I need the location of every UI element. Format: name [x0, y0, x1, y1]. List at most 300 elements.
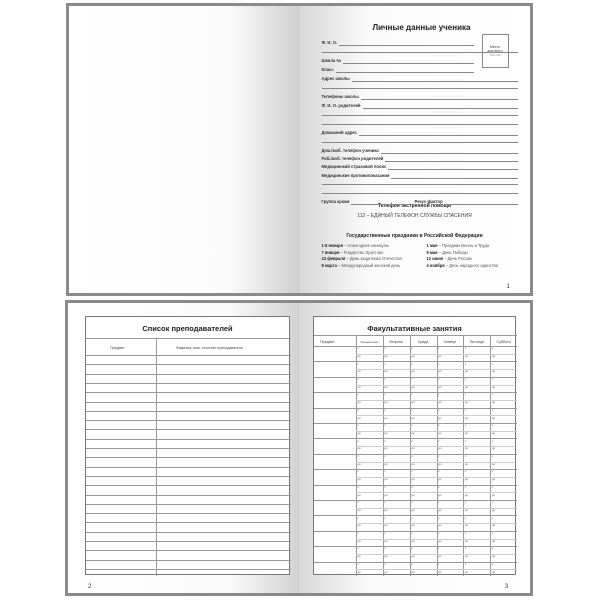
- time-to-label: до: [384, 446, 388, 451]
- time-to-label: до: [464, 415, 469, 420]
- time-from-label: с: [491, 361, 494, 366]
- table-row: [86, 467, 291, 468]
- table-row: [314, 423, 517, 424]
- electives-table: [313, 316, 516, 575]
- time-to-label: до: [438, 538, 442, 543]
- table-row: [314, 546, 517, 547]
- time-to-label: до: [438, 492, 442, 497]
- time-to-label: до: [357, 569, 361, 574]
- time-to-label: до: [411, 477, 415, 482]
- time-from-label: с: [491, 438, 494, 443]
- table-row: [86, 513, 291, 514]
- time-to-label: до: [464, 461, 469, 466]
- time-from-label: с: [384, 546, 386, 551]
- table-row: [86, 550, 291, 551]
- time-from-label: с: [384, 423, 386, 428]
- time-from-label: с: [464, 546, 467, 551]
- field-line: [363, 108, 518, 109]
- field-label: Медицинские противопоказания: [321, 173, 390, 178]
- time-to-label: до: [384, 477, 388, 482]
- time-from-label: с: [491, 515, 494, 520]
- time-from-label: с: [438, 484, 440, 489]
- page-number: 2: [88, 584, 92, 590]
- time-from-label: с: [384, 515, 386, 520]
- holiday-name: – День народного единства: [444, 262, 498, 268]
- time-from-label: с: [357, 561, 359, 566]
- time-to-label: до: [411, 415, 415, 420]
- time-to-label: до: [357, 384, 361, 389]
- table-row: [314, 408, 517, 409]
- time-to-label: до: [464, 492, 469, 497]
- time-from-label: с: [357, 454, 359, 458]
- holiday-date: 4 ноября: [426, 262, 445, 268]
- field-line: [336, 72, 474, 73]
- time-to-label: до: [384, 369, 388, 374]
- page-teachers: [68, 303, 299, 593]
- field-line: [361, 99, 518, 100]
- table-row: [86, 522, 291, 523]
- time-from-label: с: [438, 546, 440, 551]
- table-row: [86, 532, 291, 533]
- time-from-label: с: [438, 361, 440, 366]
- table-row: [314, 377, 517, 378]
- field-line: [352, 81, 518, 82]
- time-to-label: до: [491, 369, 496, 374]
- time-from-label: с: [491, 500, 494, 505]
- holiday-item: [322, 256, 402, 261]
- time-from-label: с: [491, 469, 494, 474]
- time-to-label: до: [411, 507, 415, 512]
- time-to-label: до: [384, 554, 388, 559]
- holiday-name: – День защитника Отечества: [345, 256, 402, 261]
- time-from-label: с: [384, 500, 386, 505]
- field-label: Группа крови: [321, 199, 350, 204]
- top-spread: [66, 3, 533, 296]
- time-from-label: с: [491, 346, 494, 351]
- table-row: [314, 500, 517, 501]
- time-from-label: с: [491, 454, 494, 458]
- col-header-teacher: Фамилия, имя, отчество преподавателя: [176, 346, 243, 350]
- holiday-date: 8 марта: [321, 262, 337, 268]
- time-to-label: до: [491, 461, 496, 466]
- holiday-date: 23 февраля: [321, 256, 346, 261]
- time-from-label: с: [357, 515, 359, 520]
- time-to-label: до: [384, 538, 388, 543]
- time-from-label: с: [491, 484, 494, 489]
- time-to-label: до: [438, 400, 442, 405]
- time-from-label: с: [464, 561, 467, 566]
- field-line: [322, 193, 518, 194]
- field-label: Раб./моб. телефон родителей: [321, 156, 384, 161]
- field-label: Медицинский страховой полис: [321, 164, 387, 169]
- time-to-label: до: [357, 538, 361, 543]
- holiday-item: [427, 243, 490, 248]
- field-line: [339, 45, 473, 46]
- time-to-label: до: [464, 430, 469, 435]
- time-from-label: с: [464, 515, 467, 520]
- photo-label-1: Место: [489, 45, 501, 49]
- time-to-label: до: [491, 430, 496, 435]
- time-to-label: до: [464, 369, 469, 374]
- time-to-label: до: [491, 569, 496, 574]
- field-label: Дом./моб. телефон ученика: [321, 148, 379, 153]
- col-header-subject: Предмет: [110, 346, 125, 350]
- table-rule: [314, 335, 517, 336]
- time-from-label: с: [411, 423, 413, 428]
- time-from-label: с: [357, 546, 359, 551]
- time-to-label: до: [491, 415, 496, 420]
- time-from-label: с: [384, 531, 386, 535]
- table-row: [86, 383, 291, 384]
- time-to-label: до: [411, 384, 415, 389]
- time-from-label: с: [464, 361, 467, 366]
- time-to-label: до: [384, 415, 388, 420]
- table-row: [86, 541, 291, 542]
- table-row: [314, 438, 517, 439]
- time-to-label: до: [411, 400, 415, 405]
- table-title: Факультативные занятия: [367, 324, 462, 333]
- time-to-label: до: [464, 538, 469, 543]
- time-from-label: с: [384, 438, 386, 443]
- table-row: [86, 560, 291, 561]
- time-from-label: с: [464, 392, 467, 397]
- time-to-label: до: [438, 446, 442, 451]
- holiday-item: [322, 243, 389, 248]
- table-row: [86, 439, 291, 440]
- time-to-label: до: [491, 446, 496, 451]
- time-from-label: с: [438, 423, 440, 428]
- field-label: Резус-фактор: [414, 199, 443, 204]
- time-from-label: с: [384, 392, 386, 397]
- time-from-label: с: [384, 377, 386, 381]
- table-row: [86, 392, 291, 393]
- table-row: [86, 457, 291, 458]
- time-from-label: с: [491, 546, 494, 551]
- day-header: Понедельник: [360, 340, 379, 344]
- field-line: [391, 178, 517, 179]
- time-to-label: до: [464, 400, 469, 405]
- time-from-label: с: [384, 407, 386, 412]
- time-from-label: с: [491, 423, 494, 428]
- time-to-label: до: [384, 492, 388, 497]
- time-from-label: с: [357, 484, 359, 489]
- table-row: [314, 361, 517, 362]
- time-to-label: до: [438, 369, 442, 374]
- time-to-label: до: [491, 384, 496, 389]
- time-from-label: с: [464, 377, 467, 381]
- time-from-label: с: [438, 377, 440, 381]
- time-to-label: до: [384, 400, 388, 405]
- time-from-label: с: [491, 531, 494, 535]
- time-from-label: с: [411, 561, 413, 566]
- field-line: [322, 115, 518, 116]
- time-from-label: с: [384, 484, 386, 489]
- time-to-label: до: [464, 353, 469, 358]
- holiday-item: [427, 250, 468, 255]
- day-header: Вторник: [389, 340, 403, 344]
- holiday-name: – Праздник Весны и Труда: [437, 243, 490, 248]
- time-to-label: до: [491, 492, 496, 497]
- time-to-label: до: [357, 400, 361, 405]
- time-from-label: с: [438, 407, 440, 412]
- holiday-name: – День Победы: [437, 249, 468, 255]
- holiday-date: 1-8 января: [321, 243, 343, 248]
- time-from-label: с: [357, 346, 359, 351]
- table-row: [314, 469, 517, 470]
- table-row: [314, 392, 517, 393]
- time-to-label: до: [357, 507, 361, 512]
- page-electives: [299, 303, 530, 593]
- table-row: [86, 485, 291, 486]
- time-to-label: до: [438, 569, 442, 574]
- table-row: [86, 495, 291, 496]
- table-row: [314, 562, 517, 563]
- time-to-label: до: [464, 554, 469, 559]
- holiday-date: 9 мая: [426, 249, 438, 255]
- time-to-label: до: [438, 507, 442, 512]
- time-from-label: с: [411, 531, 413, 535]
- time-to-label: до: [357, 477, 361, 482]
- time-to-label: до: [411, 446, 415, 451]
- time-from-label: с: [411, 346, 413, 351]
- field-line: [343, 63, 473, 64]
- time-to-label: до: [438, 384, 442, 389]
- time-to-label: до: [384, 430, 388, 435]
- field-line: [359, 135, 518, 136]
- time-from-label: с: [384, 469, 386, 474]
- holiday-item: [427, 256, 472, 261]
- time-from-label: с: [438, 561, 440, 566]
- day-header: Суббота: [496, 340, 511, 344]
- time-from-label: с: [384, 361, 386, 366]
- bottom-spread: [65, 300, 533, 596]
- time-to-label: до: [357, 369, 361, 374]
- time-to-label: до: [464, 523, 469, 528]
- time-to-label: до: [357, 430, 361, 435]
- emergency-title: Телефон экстренной помощи: [377, 203, 452, 209]
- table-row: [314, 346, 517, 347]
- time-to-label: до: [438, 353, 442, 358]
- time-to-label: до: [357, 461, 361, 466]
- time-to-label: до: [491, 538, 496, 543]
- field-label: Телефоны школы: [321, 94, 359, 99]
- field-line: [322, 52, 518, 53]
- time-to-label: до: [411, 554, 415, 559]
- time-from-label: с: [411, 407, 413, 412]
- time-from-label: с: [411, 377, 413, 381]
- field-label: Ф. И. О. родителей: [321, 103, 361, 108]
- time-to-label: до: [384, 569, 388, 574]
- holiday-item: [322, 250, 384, 255]
- photo-placeholder: [482, 34, 509, 68]
- table-row: [86, 411, 291, 412]
- table-row: [314, 515, 517, 516]
- time-from-label: с: [411, 454, 413, 458]
- table-title: Список преподавателей: [142, 324, 233, 333]
- time-from-label: с: [464, 531, 467, 535]
- time-to-label: до: [464, 507, 469, 512]
- table-row: [86, 569, 291, 570]
- time-from-label: с: [438, 392, 440, 397]
- field-label: Адрес школы: [321, 76, 350, 81]
- time-from-label: с: [411, 438, 413, 443]
- time-to-label: до: [464, 569, 469, 574]
- col-header-subject: Предмет: [320, 340, 335, 344]
- teachers-table: [85, 316, 290, 575]
- time-from-label: с: [384, 454, 386, 458]
- time-from-label: с: [491, 407, 494, 412]
- time-from-label: с: [357, 392, 359, 397]
- table-row: [314, 531, 517, 532]
- holiday-date: 7 января: [321, 249, 340, 255]
- time-from-label: с: [464, 469, 467, 474]
- time-from-label: с: [411, 361, 413, 366]
- time-to-label: до: [411, 430, 415, 435]
- time-from-label: с: [438, 438, 440, 443]
- holiday-name: – День России: [443, 256, 472, 261]
- time-to-label: до: [357, 353, 361, 358]
- table-row: [86, 429, 291, 430]
- table-row: [314, 454, 517, 455]
- time-from-label: с: [491, 392, 494, 397]
- time-from-label: с: [438, 469, 440, 474]
- time-from-label: с: [411, 515, 413, 520]
- time-to-label: до: [464, 384, 469, 389]
- time-to-label: до: [491, 400, 496, 405]
- page-number: 1: [506, 284, 510, 290]
- field-line: [351, 204, 409, 205]
- page-personal-data: [300, 6, 531, 293]
- time-from-label: с: [491, 561, 494, 566]
- time-to-label: до: [491, 477, 496, 482]
- time-from-label: с: [411, 500, 413, 505]
- time-from-label: с: [357, 469, 359, 474]
- time-from-label: с: [411, 392, 413, 397]
- time-to-label: до: [438, 430, 442, 435]
- time-from-label: с: [357, 423, 359, 428]
- time-to-label: до: [357, 492, 361, 497]
- holiday-name: – Рождество Христово: [339, 249, 384, 255]
- field-line: [445, 204, 518, 205]
- time-from-label: с: [464, 346, 467, 351]
- time-to-label: до: [438, 461, 442, 466]
- table-row: [86, 448, 291, 449]
- time-from-label: с: [357, 531, 359, 535]
- time-to-label: до: [411, 369, 415, 374]
- time-from-label: с: [464, 407, 467, 412]
- time-from-label: с: [464, 454, 467, 458]
- time-to-label: до: [438, 554, 442, 559]
- time-from-label: с: [438, 454, 440, 458]
- field-line: [322, 142, 518, 143]
- time-from-label: с: [357, 407, 359, 412]
- time-from-label: с: [357, 500, 359, 505]
- time-to-label: до: [384, 507, 388, 512]
- time-from-label: с: [464, 500, 467, 505]
- time-from-label: с: [411, 484, 413, 489]
- time-to-label: до: [491, 353, 496, 358]
- time-to-label: до: [411, 492, 415, 497]
- holiday-date: 12 июня: [426, 256, 444, 261]
- field-label: Домашний адрес: [321, 130, 357, 135]
- time-to-label: до: [357, 446, 361, 451]
- holiday-name: – Международный женский день: [336, 262, 401, 268]
- table-rule: [86, 338, 291, 339]
- time-from-label: с: [438, 346, 440, 351]
- time-to-label: до: [357, 554, 361, 559]
- time-from-label: с: [438, 531, 440, 535]
- time-from-label: с: [438, 500, 440, 505]
- blank-page-left: [69, 6, 300, 293]
- field-line: [322, 88, 518, 89]
- photo-label-2: для фото: [487, 49, 503, 53]
- time-to-label: до: [411, 461, 415, 466]
- time-to-label: до: [411, 538, 415, 543]
- emergency-line: 112 – ЕДИНЫЙ ТЕЛЕФОН СЛУЖБЫ СПАСЕНИЯ: [357, 213, 472, 219]
- field-label: Школа №: [321, 58, 342, 63]
- field-line: [322, 124, 518, 125]
- time-from-label: с: [357, 438, 359, 443]
- holiday-name: – Новогодние каникулы: [343, 243, 389, 248]
- table-row: [86, 420, 291, 421]
- time-to-label: до: [357, 415, 361, 420]
- day-header: Четверг: [443, 340, 457, 344]
- holiday-date: 1 мая: [426, 243, 438, 248]
- time-to-label: до: [357, 523, 361, 528]
- time-to-label: до: [491, 507, 496, 512]
- time-to-label: до: [384, 461, 388, 466]
- table-row: [86, 504, 291, 505]
- time-from-label: с: [411, 469, 413, 474]
- time-from-label: с: [438, 515, 440, 520]
- time-to-label: до: [438, 477, 442, 482]
- time-from-label: с: [357, 377, 359, 381]
- table-row: [86, 476, 291, 477]
- time-from-label: с: [384, 561, 386, 566]
- field-label: Класс: [321, 67, 334, 72]
- time-to-label: до: [384, 353, 388, 358]
- time-to-label: до: [438, 415, 442, 420]
- time-from-label: с: [491, 377, 494, 381]
- page-title: Личные данные ученика: [372, 23, 471, 32]
- time-to-label: до: [438, 523, 442, 528]
- time-from-label: с: [464, 484, 467, 489]
- time-to-label: до: [411, 569, 415, 574]
- holidays-title: Государственные праздники в Российской Федерации: [346, 233, 483, 239]
- field-line: [388, 169, 517, 170]
- time-to-label: до: [384, 384, 388, 389]
- holiday-item: [427, 263, 498, 268]
- holiday-item: [322, 263, 401, 268]
- page-number: 3: [505, 584, 509, 590]
- field-line: [381, 153, 518, 154]
- time-from-label: с: [464, 423, 467, 428]
- field-line: [385, 161, 517, 162]
- time-to-label: до: [464, 477, 469, 482]
- time-to-label: до: [411, 353, 415, 358]
- table-row: [86, 364, 291, 365]
- photo-size: 3х4 см: [489, 53, 501, 57]
- table-row: [86, 355, 291, 356]
- time-to-label: до: [384, 523, 388, 528]
- day-header: Среда: [417, 340, 429, 344]
- time-from-label: с: [464, 438, 467, 443]
- time-from-label: с: [357, 361, 359, 366]
- time-from-label: с: [411, 546, 413, 551]
- table-row: [86, 402, 291, 403]
- table-row: [86, 374, 291, 375]
- time-to-label: до: [491, 554, 496, 559]
